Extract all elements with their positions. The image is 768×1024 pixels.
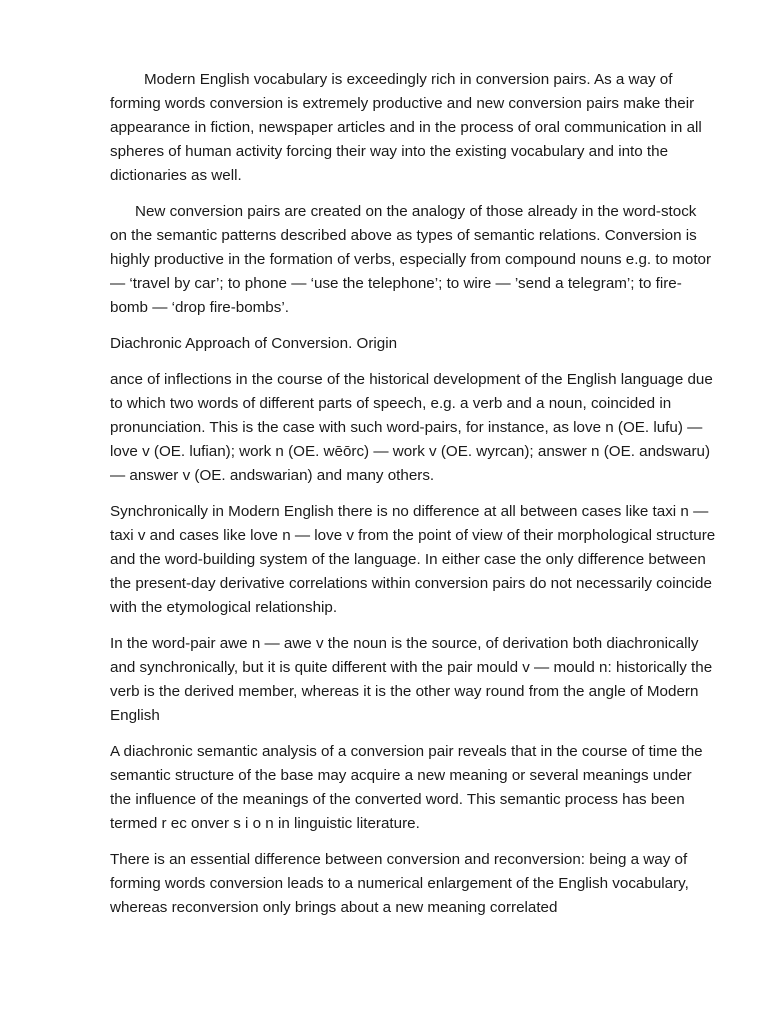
paragraph-semantic-analysis: A diachronic semantic analysis of a conversion pair reveals that in the course of time the semantic structure of the base may acquire a new meaning or several meanings under the influence of the meanings of the converted word. This semantic process has been termed r ec onver s i o n in linguistic literature. <box>110 743 703 832</box>
paragraph-word-pair-awe: In the word-pair awe n — awe v the noun is the source, of derivation both diachronically and synchronically, but it is quite different with the pair mould v — mould n: historically the verb is the derived member, whereas it is the other way round from the angle of Modern English <box>110 635 713 724</box>
section-heading-diachronic: Diachronic Approach of Conversion. Origin <box>110 335 398 352</box>
paragraph-new-pairs: New conversion pairs are created on the analogy of those already in the word-stock on the semantic patterns described above as types of semantic relations. Conversion is highly productive in the formation of verbs, especially from compound nouns e.g. to motor — ‘travel by car’; to phone — ‘use the telephone’; to wire — ’send a telegram’; to fire-bomb — ‘drop fire-bombs’. <box>110 203 712 316</box>
paragraph-intro: Modern English vocabulary is exceedingly rich in conversion pairs. As a way of forming words conversion is extremely productive and new conversion pairs make their appearance in fiction, newspaper articles and in the process of oral communication in all spheres of human activity forcing their way into the existing vocabulary and into the dictionaries as well. <box>110 71 702 184</box>
paragraph-inflections: ance of inflections in the course of the historical development of the English language due to which two words of different parts of speech, e.g. a verb and a noun, coincided in pronunciation. This is the case with such word-pairs, for instance, as love n (OE. lufu) — love v (OE. lufian); work n (OE. wēōrc) — work v (OE. wyrcan); answer n (OE. andswaru) — answer v (OE. andswarian) and many others. <box>110 371 713 484</box>
document-page <box>110 68 716 932</box>
paragraph-synchronically: Synchronically in Modern English there is no difference at all between cases like taxi n — taxi v and cases like love n — love v from the point of view of their morphological structure and the word-building system of the language. In either case the only difference between the present-day derivative correlations within conversion pairs do not necessarily coincide with the etymological relationship. <box>110 503 716 616</box>
paragraph-reconversion: There is an essential difference between conversion and reconversion: being a way of forming words conversion leads to a numerical enlargement of the English vocabulary, whereas reconversion only brings about a new meaning correlated <box>110 851 689 916</box>
